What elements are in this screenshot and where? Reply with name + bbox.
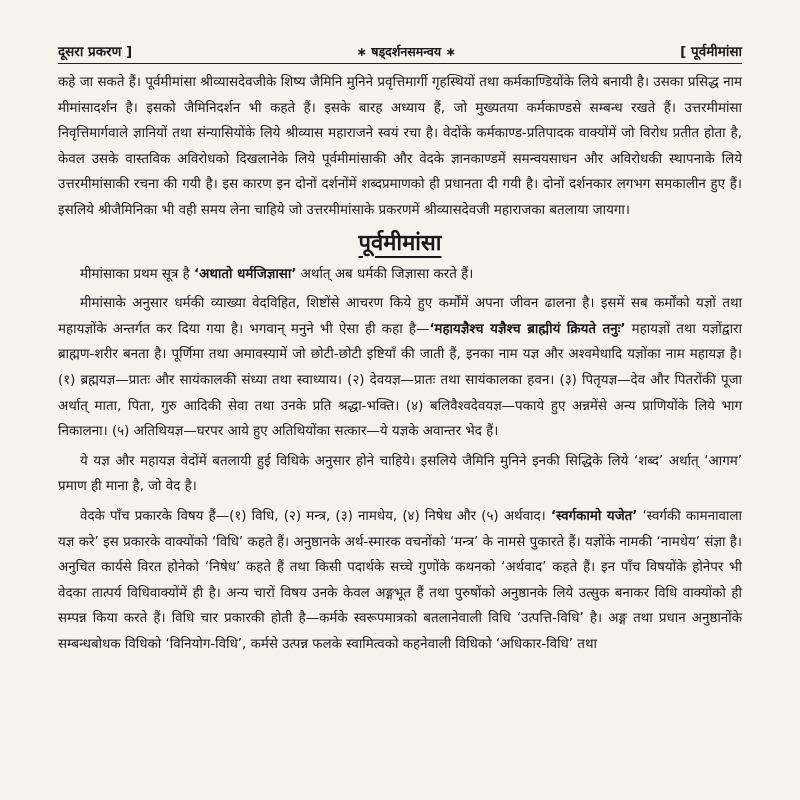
running-header: [58, 34, 742, 64]
sutra-quote: ‘अथातो धर्मजिज्ञासा’: [194, 266, 297, 282]
paragraph-dharma: [58, 291, 742, 445]
header-book-title: ∗ षड्दर्शनसमन्वय ∗: [356, 44, 456, 59]
section-heading: पूर्वमीमांसा: [358, 230, 442, 256]
page-body: [58, 70, 742, 657]
paragraph-yajna: ये यज्ञ और महायज्ञ वेदोंमें बतलायी हुई विधिके अनुसार होने चाहिये। इसलिये जैमिनि मुनिने इनकी सिद्धिके लिये ‘शब्द’ अर्थात् ‘आगम’ प्रमाण ही माना है, जो वेद है।: [58, 453, 742, 495]
text: महायज्ञों तथा यज्ञोंद्वारा ब्राह्मण-शरीर बनता है। पूर्णिमा तथा अमावस्यामें जो छोटी-छोटी इष्टियाँ की जाती हैं, इनका नाम यज्ञ और अश्वमेधादि यज्ञोंका नाम महायज्ञ है। (१) ब्रह्मयज्ञ—प्रातः और सायंकालकी संध्या तथा स्वाध्याय। (२) देवयज्ञ—प्रातः तथा सायंकालका हवन। (३) पितृयज्ञ—देव और पितरोंकी पूजा अर्थात् माता, पिता, गुरु आदिकी सेवा तथा उनके प्रति श्रद्धा-भक्ति। (४) बलिवैश्वदेवयज्ञ—पकाये हुए अन्नमेंसे अन्य प्राणियोंके लिये भाग निकालना। (५) अतिथियज्ञ—घरपर आये हुए अतिथियोंका सत्कार—ये यज्ञके अवान्तर भेद हैं।: [58, 321, 743, 440]
intro-paragraph: कहे जा सकते हैं। पूर्वमीमांसा श्रीव्यासदेवजीके शिष्य जैमिनि मुनिने प्रवृत्तिमार्गी गृहस्थियों तथा कर्मकाण्डियोंके लिये बनायी है। उसका प्रसिद्ध नाम मीमांसादर्शन है। इसको जैमिनिदर्शन भी कहते हैं। इसके बारह अध्याय हैं, जो मुख्यतया कर्मकाण्डसे सम्बन्ध रखते हैं। उत्तरमीमांसा निवृत्तिमार्गवाले ज्ञानियों तथा संन्यासियोंके लिये श्रीव्यास महाराजने स्वयं रचा है। वेदोंके कर्मकाण्ड-प्रतिपादक वाक्योंमें जो विरोध प्रतीत होता है, केवल उसके वास्तविक अविरोधको दिखलानेके लिये पूर्वमीमांसाकी और वेदके ज्ञानकाण्डमें समन्वयसाधन और अविरोधकी स्थापनाके लिये उत्तरमीमांसाकी रचना की गयी है। इस कारण इन दोनों दर्शनोंमें शब्दप्रमाणको ही प्रधानता दी गयी है। दोनों दर्शनकार लगभग समकालीन हुए हैं। इसलिये श्रीजैमिनिका भी वही समय लेना चाहिये जो उत्तरमीमांसाके प्रकरणमें श्रीव्यासदेवजी महाराजका बतलाया जायगा।: [58, 75, 742, 218]
text: मीमांसाके अनुसार धर्मकी व्याख्या वेदविहित, शिष्टोंसे आचरण किये हुए कर्मोंमें अपना जीवन ढालना है। इसमें सब कर्मोंको यज्ञों तथा महायज्ञोंके अन्तर्गत कर दिया गया है। भगवान् मनुने भी ऐसा ही कहा है—: [58, 296, 742, 337]
text: अर्थात् अब धर्मकी जिज्ञासा करते हैं।: [296, 266, 474, 282]
text: ‘स्वर्गकी कामनावाला यज्ञ करे’ इस प्रकारके वाक्योंको ‘विधि’ कहते हैं। अनुष्ठानके अर्थ-स्मारक वचनोंको ‘मन्त्र’ के नामसे पुकारते हैं। यज्ञोंके नामकी ‘नामधेय’ संज्ञा है। अनुचित कार्यसे विरत होनेको ‘निषेध’ कहते हैं तथा किसी पदार्थके सच्चे गुणोंके कथनको ‘अर्थवाद’ कहते हैं। इन पाँच विषयोंके होनेपर भी वेदका तात्पर्य विधिवाक्योंमें ही है। अन्य चारों विषय उनके केवल अङ्गभूत हैं तथा पुरुषोंको अनुष्ठानके लिये उत्सुक बनाकर विधि वाक्योंको ही सम्पन्न किया करते हैं। विधि चार प्रकारकी होती है—कर्मके स्वरूपमात्रको बतलानेवाली विधि ‘उत्पत्ति-विधि’ है। अङ्ग तथा प्रधान अनुष्ठानोंके सम्बन्धबोधक विधिको ‘विनियोग-विधि’, कर्मसे उत्पन्न फलके स्वामित्वको कहनेवाली विधिको ‘अधिकार-विधि’ तथा: [58, 508, 742, 652]
header-section: [ पूर्वमीमांसा: [680, 44, 742, 60]
text: वेदके पाँच प्रकारके विषय हैं—(१) विधि, (२) मन्त्र, (३) नामधेय, (४) निषेध और (५) अर्थवाद।: [80, 508, 551, 524]
text: मीमांसाका प्रथम सूत्र है: [80, 266, 194, 282]
vidhi-quote: ‘स्वर्गकामो यजेत’: [550, 508, 638, 524]
header-chapter: दूसरा प्रकरण ]: [58, 44, 133, 60]
paragraph-sutra: [58, 262, 742, 288]
paragraph-veda-topics: [58, 504, 742, 658]
manu-quote: ‘महायज्ञैश्च यज्ञैश्च ब्राह्मीयं क्रियते तनुः’: [429, 321, 626, 337]
